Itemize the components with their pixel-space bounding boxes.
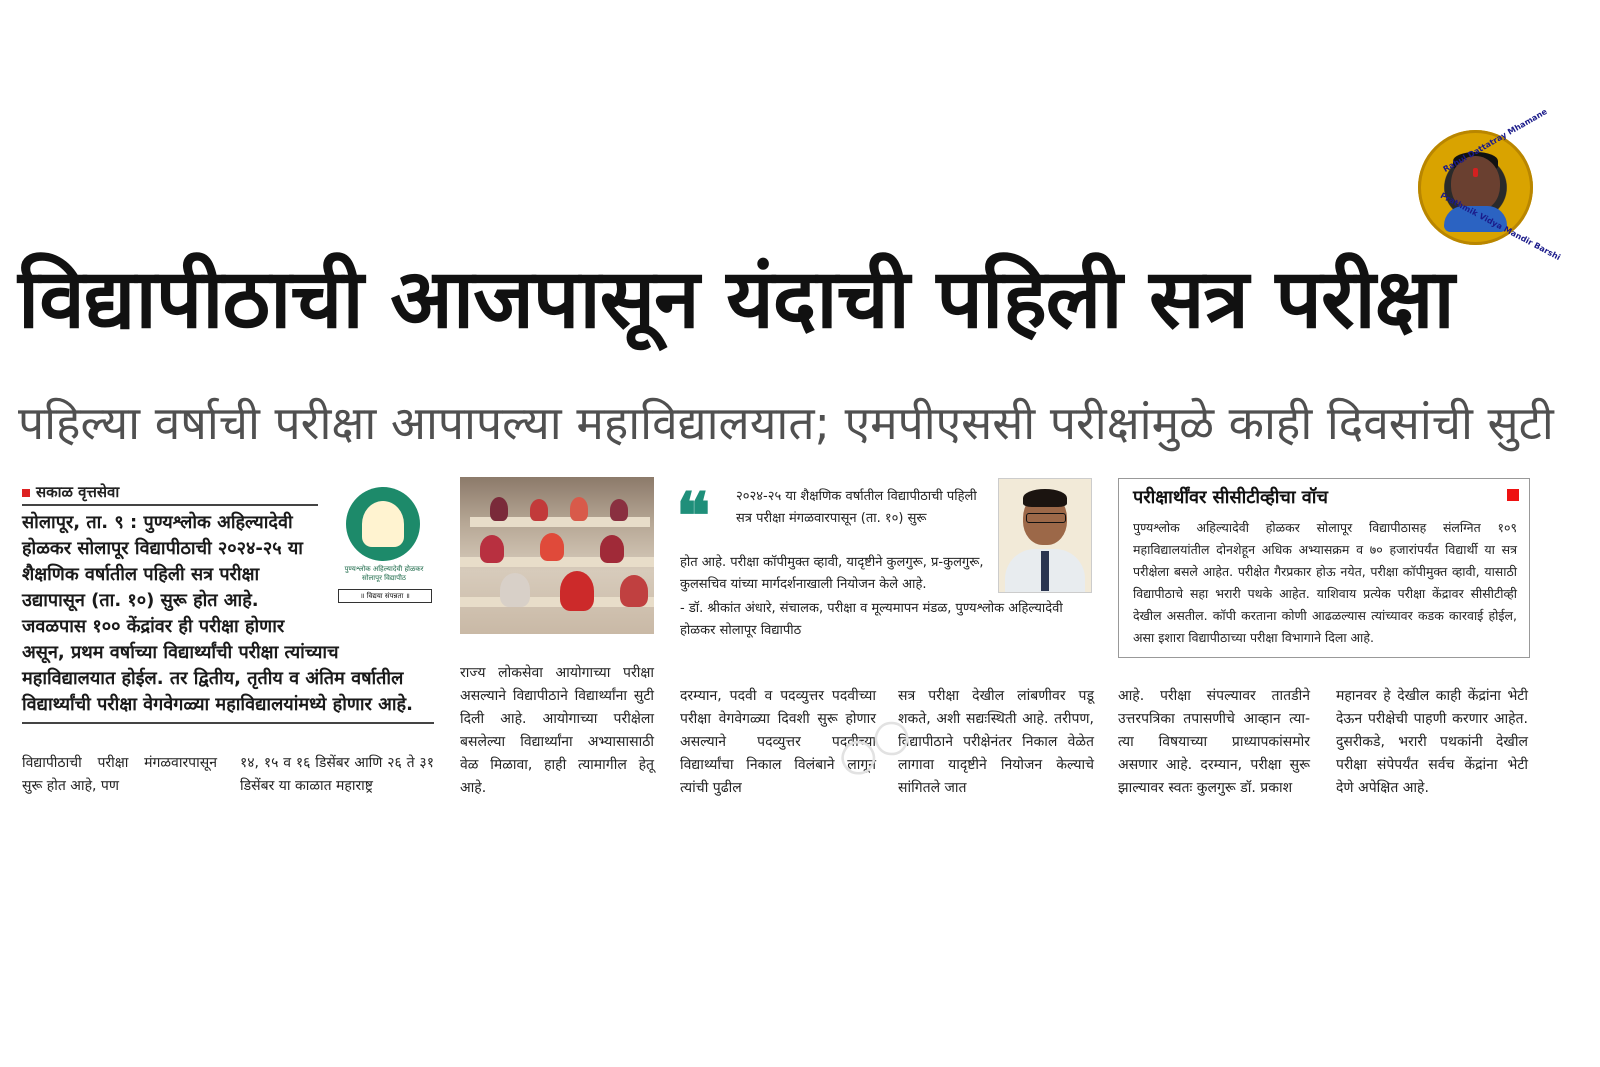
photo-student	[620, 575, 648, 607]
blank-bottom-area	[0, 810, 1600, 1067]
photo-student	[530, 499, 548, 521]
subheadline: पहिल्या वर्षाची परीक्षा आपापल्या महाविद्यालयात; एमपीएससी परीक्षांमुळे काही दिवसांची सुटी	[18, 396, 1554, 450]
photo-student	[610, 499, 628, 521]
photo-student	[560, 571, 594, 611]
author-badge	[1418, 107, 1562, 263]
lead-bottom-rule	[22, 722, 434, 724]
logo-figure	[362, 501, 404, 547]
photo-student	[600, 535, 624, 563]
badge-top-text: Rahul Dattatray Mhamane	[1441, 107, 1549, 174]
logo-motto-band: ॥ विद्यया संपन्नता ॥	[338, 589, 432, 603]
col1-bottom-left: विद्यापीठाची परीक्षा मंगळवारपासून सुरू होत आहे, पण	[22, 755, 217, 794]
photo-student	[540, 533, 564, 561]
quote-text: २०२४-२५ या शैक्षणिक वर्षातील विद्यापीठाची पहिली सत्र परीक्षा मंगळवारपासून (ता. १०) सुरू	[736, 489, 977, 526]
watermark: ○○	[827, 704, 920, 787]
col1-bottom-right: १४, १५ व १६ डिसेंबर आणि २६ ते ३१ डिसेंबर या काळात महाराष्ट्र	[240, 755, 434, 794]
cctv-sidebar-box	[1118, 478, 1530, 658]
photo-student	[480, 535, 504, 563]
col5-text: आहे. परीक्षा संपल्यावर तातडीने उत्तरपत्रिका तपासणीचे आव्हान त्या-त्या विषयाच्या प्राध्यापकांसमोर असणार आहे. दरम्यान, परीक्षा सुरू झाल्यावर स्वतः कुलगुरू डॉ. प्रकाश	[1118, 688, 1310, 796]
sidebar-body: पुण्यश्लोक अहिल्यादेवी होळकर सोलापूर विद्यापीठासह संलग्नित १०९ महाविद्यालयांतील दोनशेहून अधिक अभ्यासक्रम व ७० हजारांपर्यंत विद्यार्थी या सत्र परीक्षेला बसले आहेत. परीक्षेत गैरप्रकार होऊ नयेत, परीक्षा कॉपीमुक्त व्हावी, यासाठी विद्यापीठाचे सहा भरारी पथके आहेत. याशिवाय प्रत्येक परीक्षा केंद्रावर सीसीटीव्ही देखील असतील. कॉपी करताना कोणी आढळल्यास त्यांच्यावर कडक कारवाई होईल, असा इशारा विद्यापीठाच्या परीक्षा विभागाने दिला आहे.	[1133, 520, 1517, 645]
exam-hall-photo	[460, 477, 654, 634]
logo-caption: पुण्यश्लोक अहिल्यादेवी होळकर सोलापूर विद्यापीठ	[344, 565, 424, 582]
portrait-tie	[1041, 551, 1049, 591]
headline: विद्यापीठाची आजपासून यंदाची पहिली सत्र परीक्षा	[18, 252, 1454, 347]
sidebar-marker	[1507, 489, 1519, 501]
col2-text: राज्य लोकसेवा आयोगाच्या परीक्षा असल्याने विद्यापीठाने विद्यार्थ्यांना सुटी दिली आहे. आयोगाच्या परीक्षेला बसलेल्या विद्यार्थ्यांना अभ्यासासाठी वेळ मिळावा, हाही त्यामागील हेतू आहे.	[460, 665, 654, 796]
photo-student	[570, 497, 588, 521]
sidebar-title: परीक्षार्थींवर सीसीटीव्हीचा वॉच	[1133, 487, 1328, 508]
bureau-credit	[22, 482, 119, 502]
bureau-rule	[22, 504, 318, 506]
col3-text: दरम्यान, पदवी व पदव्युत्तर पदवीच्या परीक्षा वेगवेगळ्या दिवशी सुरू होणार असल्याने पदव्युत्तर पदवीच्या विद्यार्थ्यांचा निकाल विलंबाने लागून त्यांची पुढील	[680, 688, 876, 796]
portrait-spectacles	[1026, 513, 1066, 523]
photo-student	[490, 497, 508, 521]
portrait-hair	[1023, 489, 1067, 507]
col6-text: महानवर हे देखील काही केंद्रांना भेटी देऊन परीक्षेची पाहणी करणार आहेत. दुसरीकडे, भरारी पथकांनी देखील परीक्षा संपेपर्यंत सर्वच केंद्रांना भेटी देणे अपेक्षित आहे.	[1336, 688, 1528, 796]
bureau-marker	[22, 489, 30, 497]
photo-student	[500, 573, 530, 607]
lead-paragraph-text: सोलापूर, ता. ९ : पुण्यश्लोक अहिल्यादेवी होळकर सोलापूर विद्यापीठाची २०२४-२५ या शैक्षणिक वर्षातील पहिली सत्र परीक्षा उद्यापासून (ता. १०) सुरू होत आहे. जवळपास १०० केंद्रांवर ही परीक्षा होणार असून, प्रथम वर्षाच्या विद्यार्थ्यांची परीक्षा त्यांच्याच महाविद्यालयात होईल. तर द्वितीय, तृतीय व अंतिम वर्षातील विद्यार्थ्यांची परीक्षा वेगवेगळ्या महाविद्यालयांमध्ये होणार आहे.	[22, 512, 413, 715]
quote-text-continued: होत आहे. परीक्षा कॉपीमुक्त व्हावी, यादृष्टीने कुलगुरू, प्र-कुलगुरू, कुलसचिव यांच्या मार्गदर्शनाखाली नियोजन केले आहे.	[680, 555, 984, 592]
badge-text	[1418, 107, 1562, 263]
university-logo	[334, 483, 434, 613]
col4-text: सत्र परीक्षा देखील लांबणीवर पडू शकते, अशी सद्यःस्थिती आहे. तरीपण, विद्यापीठाने परीक्षेनंतर निकाल वेळेत लागावा यादृष्टीने नियोजन केल्याचे सांगितले जात	[898, 688, 1094, 796]
badge-bottom-text: Prathmik Vidya Mandir Barshi	[1438, 190, 1562, 263]
quote-mark-icon: ❝	[676, 479, 711, 554]
quote-attribution: - डॉ. श्रीकांत अंधारे, संचालक, परीक्षा व मूल्यमापन मंडळ, पुण्यश्लोक अहिल्यादेवी होळकर सोलापूर विद्यापीठ	[680, 601, 1063, 638]
bureau-label: सकाळ वृत्तसेवा	[36, 483, 120, 501]
official-portrait	[998, 478, 1092, 593]
